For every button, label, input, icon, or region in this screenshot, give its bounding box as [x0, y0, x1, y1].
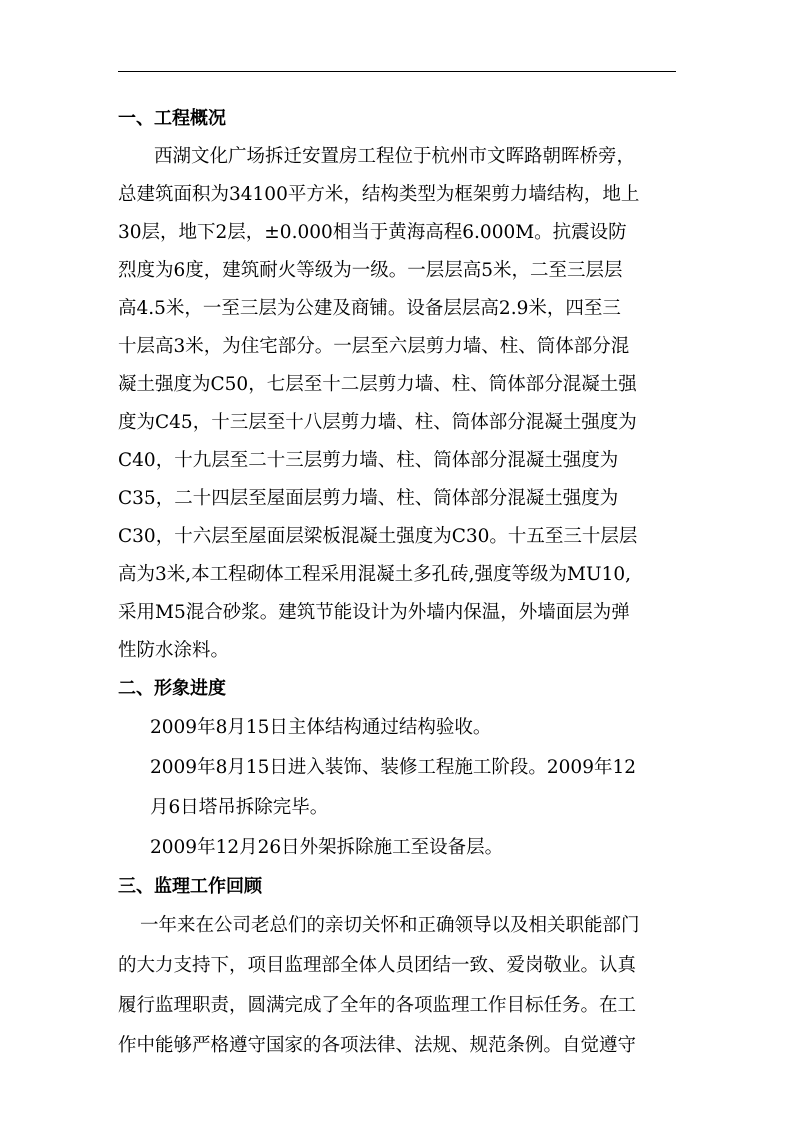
paragraph-line: 十层高3米，为住宅部分。一层至六层剪力墙、柱、筒体部分混	[118, 336, 630, 357]
section-heading-overview: 一、工程概况	[118, 108, 226, 129]
section-heading-review: 三、监理工作回顾	[118, 876, 262, 897]
progress-line: 2009年12月26日外架拆除施工至设备层。	[150, 837, 504, 858]
paragraph-line: 履行监理职责，圆满完成了全年的各项监理工作目标任务。在工	[118, 995, 637, 1016]
section-heading-progress: 二、形象进度	[118, 678, 226, 699]
paragraph-line: 作中能够严格遵守国家的各项法律、法规、规范条例。自觉遵守	[118, 1035, 637, 1056]
paragraph-line: 烈度为6度，建筑耐火等级为一级。一层层高5米，二至三层层	[118, 260, 623, 281]
paragraph-line: 的大力支持下，项目监理部全体人员团结一致、爱岗敬业。认真	[118, 955, 637, 976]
progress-line: 月6日塔吊拆除完毕。	[150, 797, 329, 818]
paragraph-line: 性防水涂料。	[118, 640, 230, 661]
document-body	[118, 100, 683, 1066]
paragraph-line: 采用M5混合砂浆。建筑节能设计为外墙内保温，外墙面层为弹	[118, 602, 630, 623]
paragraph-line: C30，十六层至屋面层梁板混凝土强度为C30。十五至三十层层	[118, 526, 638, 547]
paragraph-line: C40，十九层至二十三层剪力墙、柱、筒体部分混凝土强度为	[118, 450, 619, 471]
progress-line: 2009年8月15日进入装饰、装修工程施工阶段。2009年12	[150, 757, 637, 778]
header-rule	[118, 71, 676, 72]
paragraph-line: 西湖文化广场拆迁安置房工程位于杭州市文晖路朝晖桥旁，	[154, 146, 636, 167]
paragraph-line: 一年来在公司老总们的亲切关怀和正确领导以及相关职能部门	[140, 915, 640, 936]
paragraph-line: 高4.5米，一至三层为公建及商铺。设备层层高2.9米，四至三	[118, 298, 621, 319]
paragraph-line: 度为C45，十三层至十八层剪力墙、柱、筒体部分混凝土强度为	[118, 412, 637, 433]
paragraph-line: 30层，地下2层，±0.000相当于黄海高程6.000M。抗震设防	[118, 222, 627, 243]
progress-line: 2009年8月15日主体结构通过结构验收。	[150, 717, 492, 738]
paragraph-line: 总建筑面积为34100平方米，结构类型为框架剪力墙结构，地上	[118, 184, 640, 205]
paragraph-line: C35，二十四层至屋面层剪力墙、柱、筒体部分混凝土强度为	[118, 488, 619, 509]
paragraph-line: 高为3米,本工程砌体工程采用混凝土多孔砖,强度等级为MU10,	[118, 564, 631, 585]
paragraph-line: 凝土强度为C50，七层至十二层剪力墙、柱、筒体部分混凝土强	[118, 374, 637, 395]
